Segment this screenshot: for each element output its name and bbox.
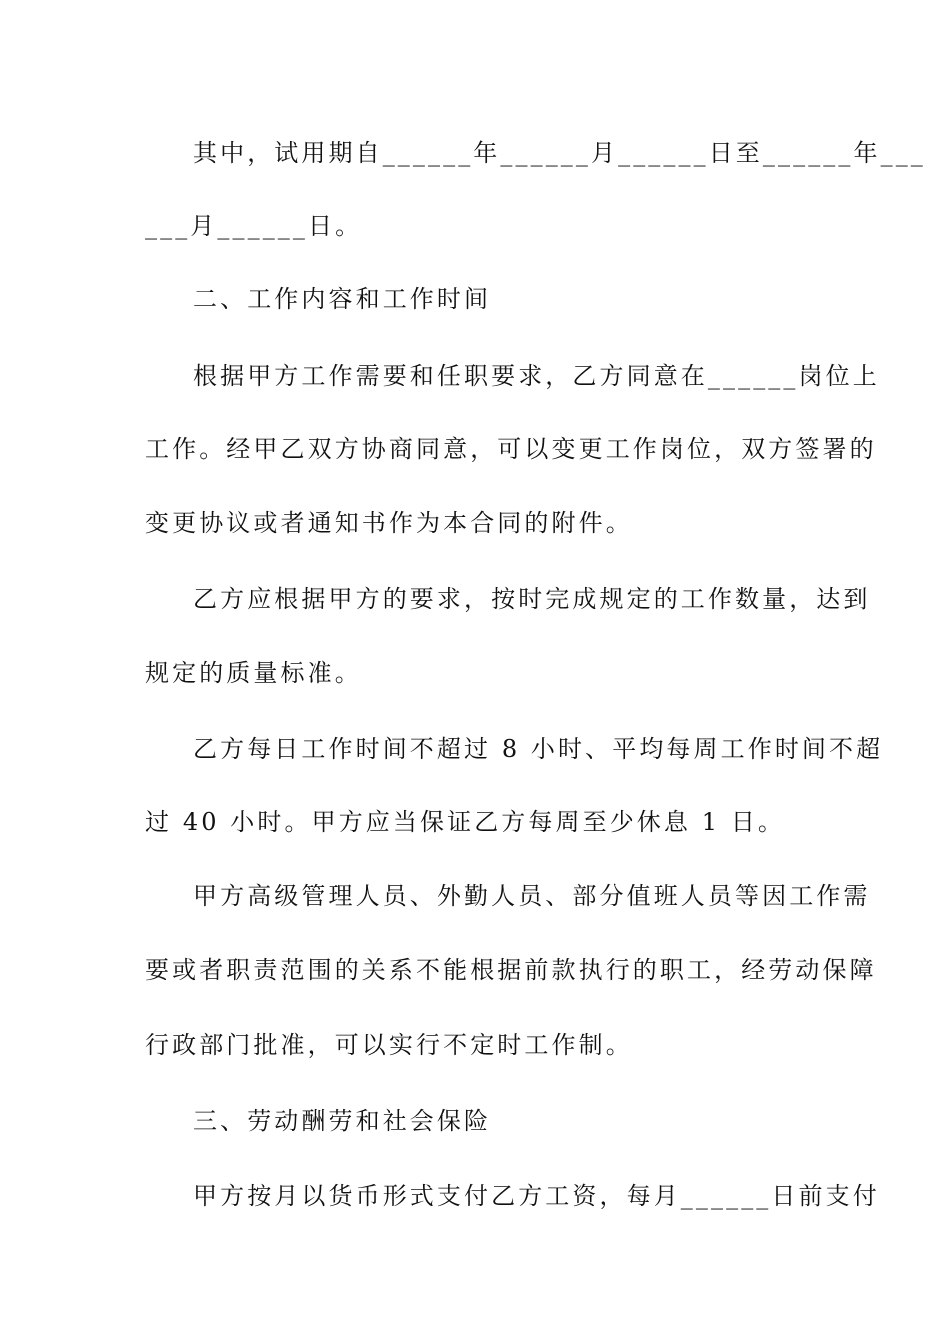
section-heading-work: 二、工作内容和工作时间 [193, 285, 492, 313]
paragraph-line: 乙方每日工作时间不超过 8 小时、平均每周工作时间不超 [193, 735, 884, 763]
paragraph-line: 工作。经甲乙双方协商同意，可以变更工作岗位，双方签署的 [145, 435, 877, 463]
paragraph-line: 甲方高级管理人员、外勤人员、部分值班人员等因工作需 [193, 882, 871, 910]
probation-period-line-1: 其中，试用期自______年______月______日至______年___ [193, 139, 926, 167]
paragraph-line: 行政部门批准，可以实行不定时工作制。 [145, 1031, 633, 1059]
paragraph-line: 规定的质量标准。 [145, 659, 362, 687]
paragraph-line: 根据甲方工作需要和任职要求，乙方同意在______岗位上 [193, 362, 880, 390]
paragraph-line: 甲方按月以货币形式支付乙方工资，每月______日前支付 [193, 1182, 880, 1210]
paragraph-line: 要或者职责范围的关系不能根据前款执行的职工，经劳动保障 [145, 956, 877, 984]
paragraph-line: 过 40 小时。甲方应当保证乙方每周至少休息 1 日。 [145, 808, 786, 836]
paragraph-line: 变更协议或者通知书作为本合同的附件。 [145, 509, 633, 537]
paragraph-line: 乙方应根据甲方的要求，按时完成规定的工作数量，达到 [193, 585, 871, 613]
probation-period-line-2: ___月______日。 [145, 212, 363, 240]
section-heading-pay: 三、劳动酬劳和社会保险 [193, 1107, 492, 1135]
